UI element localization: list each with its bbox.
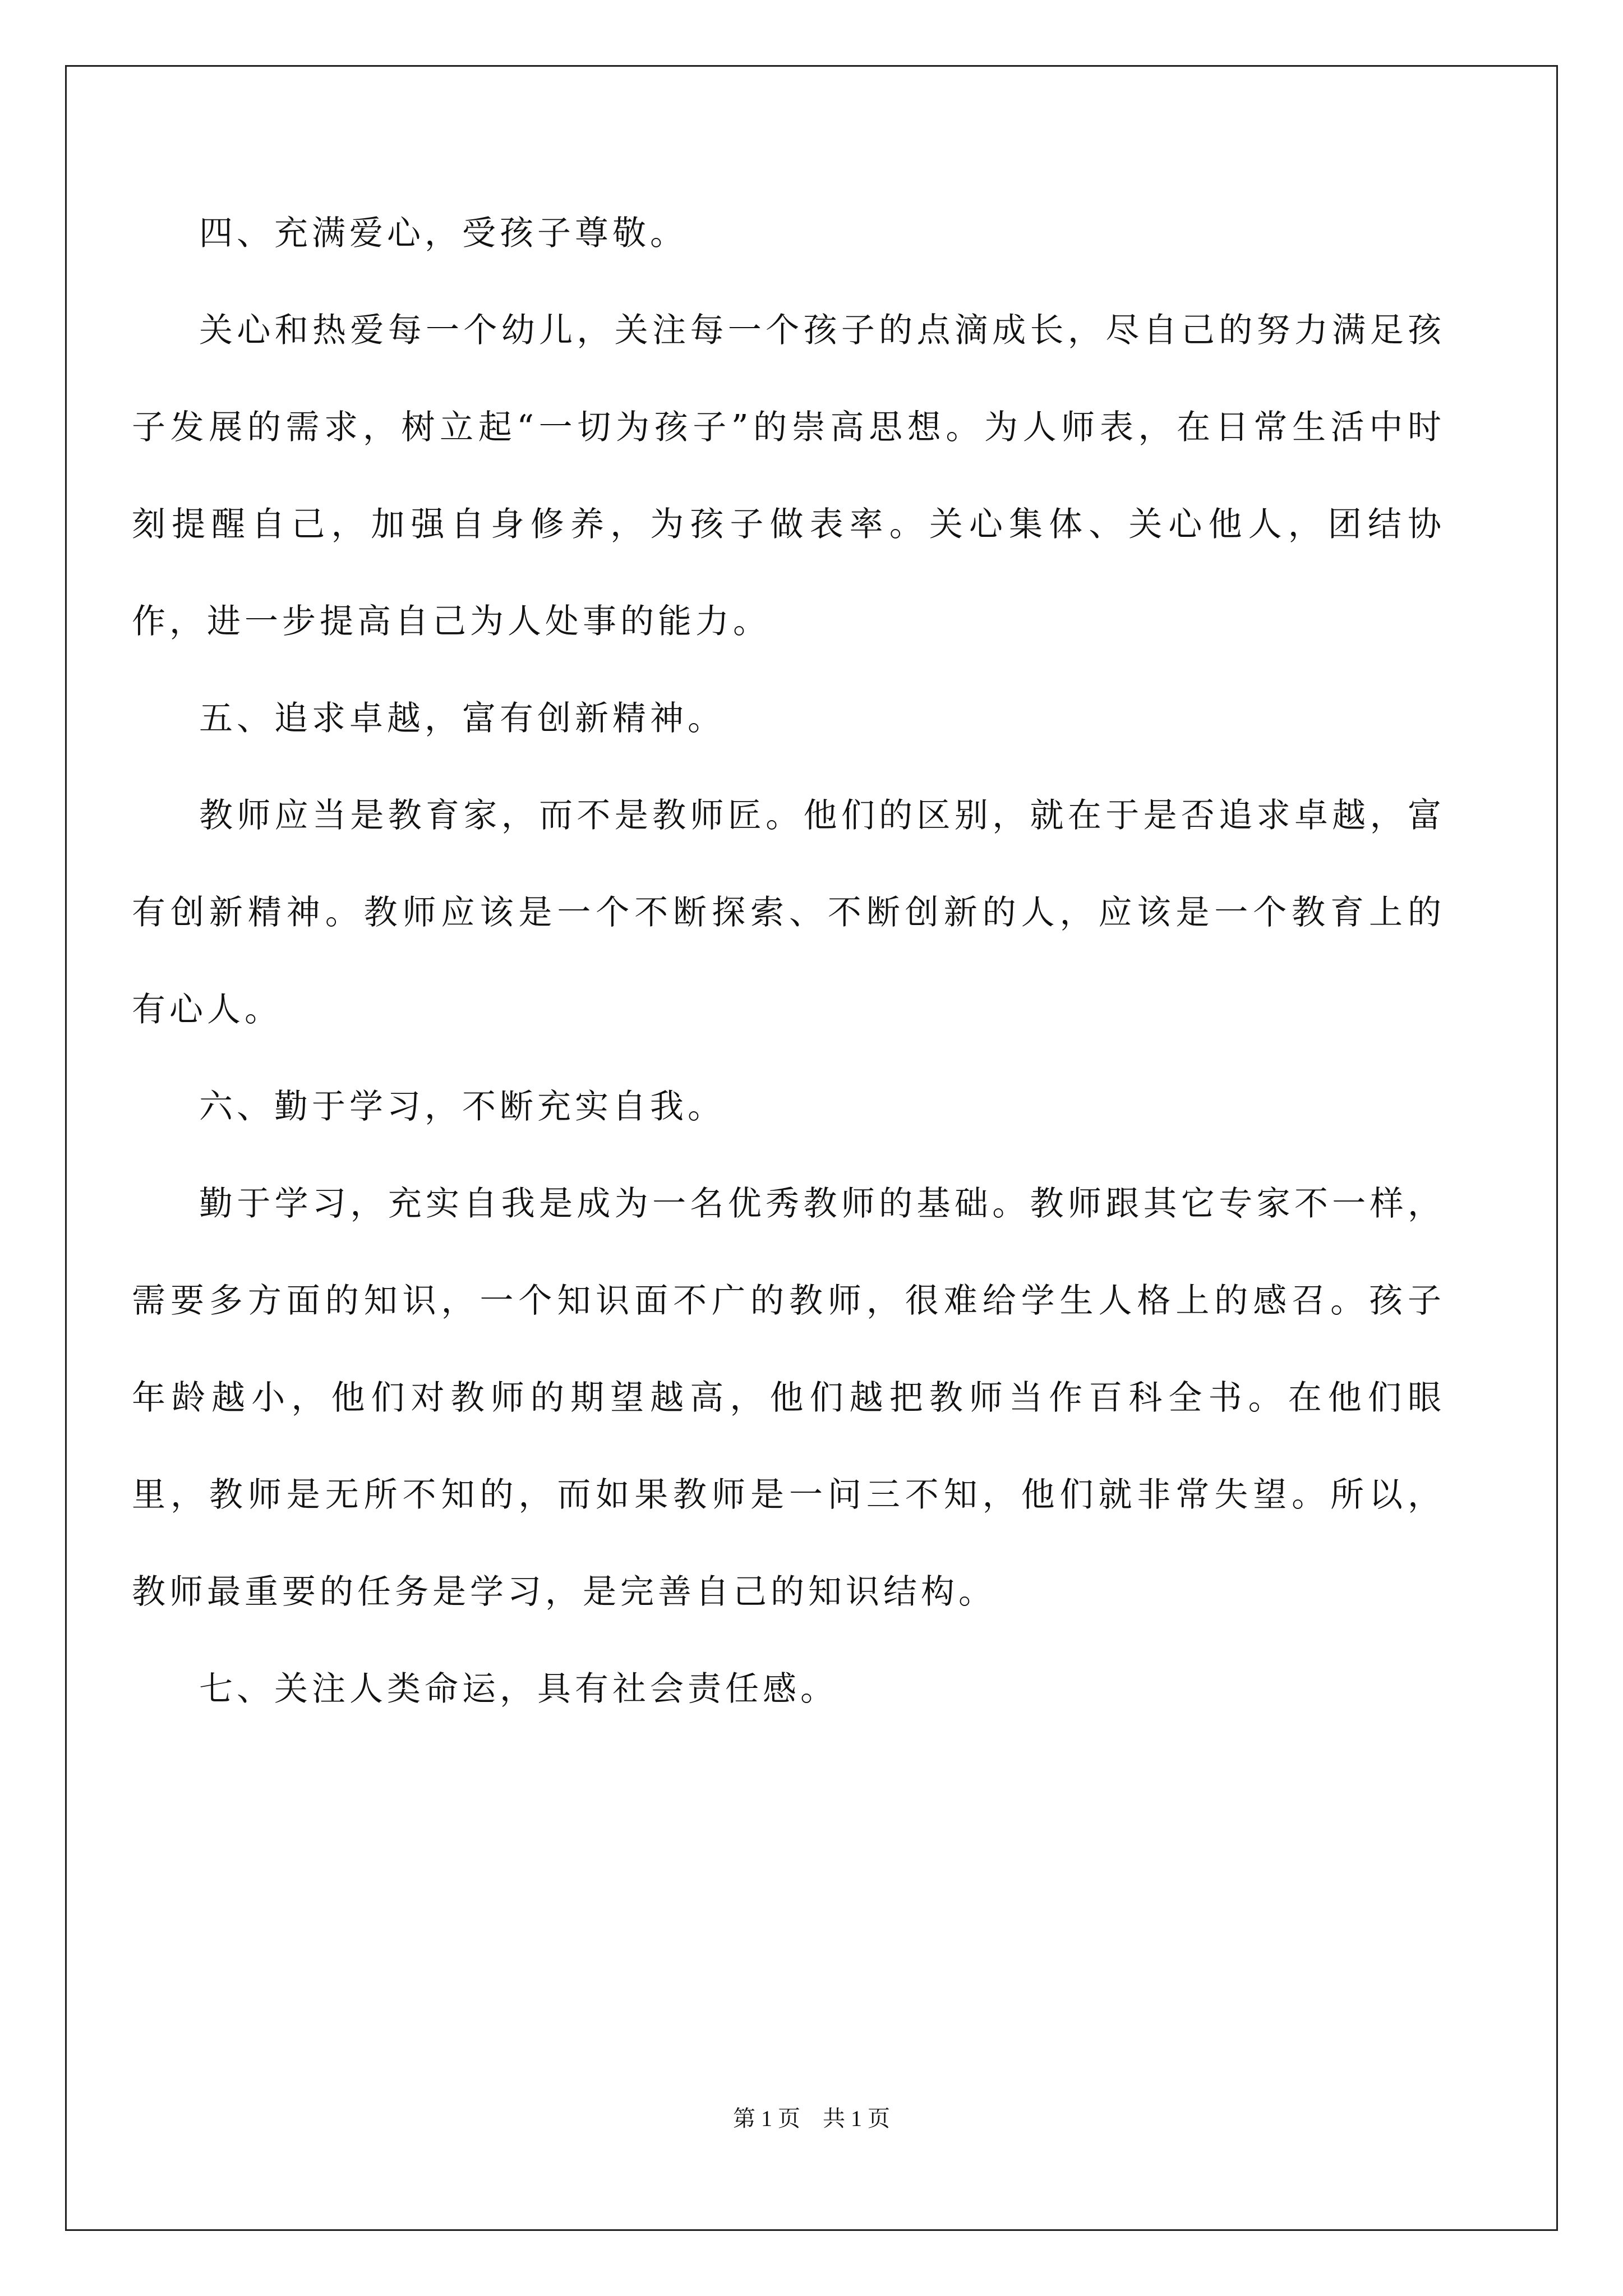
heading-six: 六、勤于学习，不断充实自我。 [199,1087,725,1126]
paragraph-learning: 勤于学习，充实自我是成为一名优秀教师的基础。教师跟其它专家不一样，需要多方面的知识，一个知识面不广的教师，很难给学生人格上的感召。孩子年龄越小，他们对教师的期望越高，他们越把教师当作百科全书。在他们眼里，教师是无所不知的，而如果教师是一问三不知，他们就非常失望。所以，教师最重要的任务是学习，是完善自己的知识结构。 [132,1184,1445,1612]
document-body [132,185,1445,1738]
paragraph-care: 关心和热爱每一个幼儿，关注每一个孩子的点滴成长，尽自己的努力满足孩子发展的需求，树立起“一切为孩子”的崇高思想。为人师表，在日常生活中时刻提醒自己，加强自身修养，为孩子做表率。关心集体、关心他人，团结协作，进一步提高自己为人处事的能力。 [132,311,1445,641]
page-number-footer: 第 1 页 共 1 页 [733,2106,890,2131]
paragraph-innovation: 教师应当是教育家，而不是教师匠。他们的区别，就在于是否追求卓越，富有创新精神。教师应该是一个不断探索、不断创新的人，应该是一个教育上的有心人。 [132,796,1445,1029]
heading-seven: 七、关注人类命运，具有社会责任感。 [199,1669,838,1709]
heading-four: 四、充满爱心，受孩子尊敬。 [199,214,688,253]
heading-five: 五、追求卓越，富有创新精神。 [199,699,725,738]
